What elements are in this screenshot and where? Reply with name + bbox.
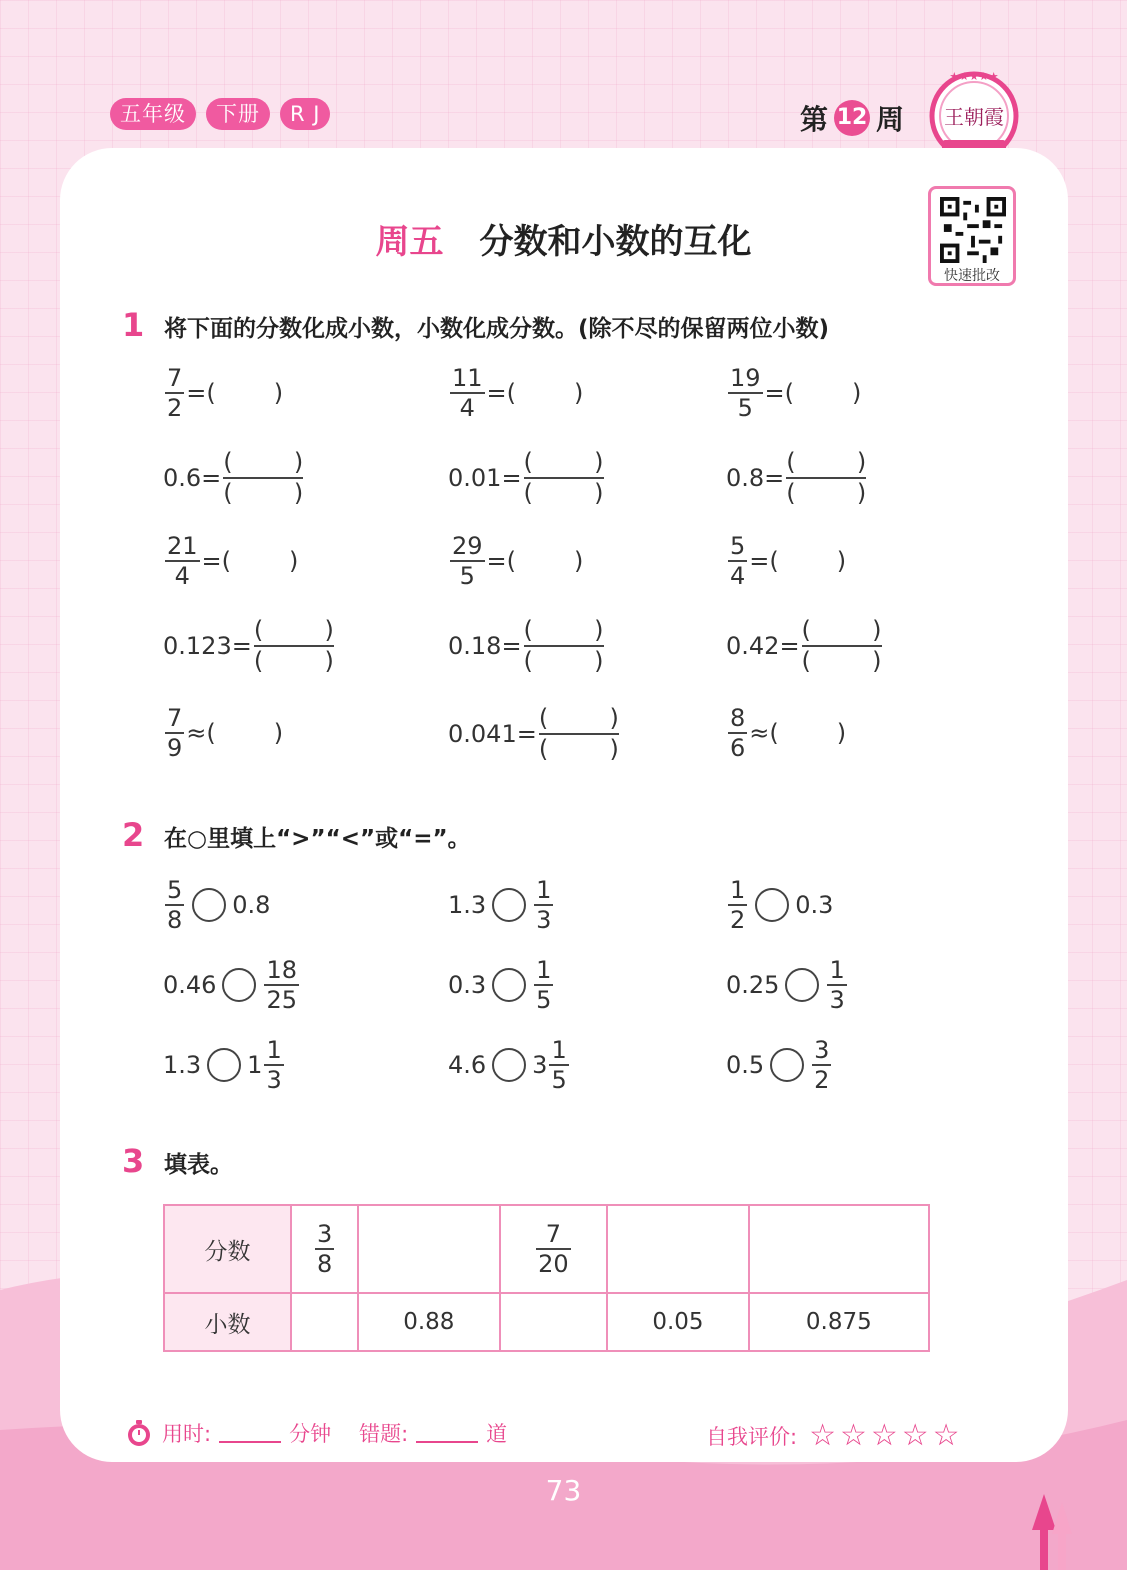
svg-text:★★★★★: ★★★★★ — [949, 70, 999, 83]
volume-tag: 下册 — [206, 98, 270, 130]
answer-circle[interactable] — [492, 968, 526, 1002]
errors-label: 错题: — [359, 1422, 409, 1446]
s1-item[interactable]: $\frac{21}{4}$ =( ) — [167, 532, 299, 590]
s1-item[interactable]: 0.8= ( ) ( ) — [726, 448, 867, 508]
page-title — [0, 214, 1127, 263]
answer-circle[interactable] — [192, 888, 226, 922]
table-cell[interactable] — [291, 1293, 358, 1351]
s1-item[interactable]: $\frac{19}{5}$ =( ) — [730, 364, 862, 422]
time-tracker — [124, 1418, 507, 1448]
week-suffix: 周 — [876, 103, 905, 136]
page-number: 73 — [545, 1474, 582, 1507]
table-cell[interactable] — [500, 1293, 608, 1351]
section-instruction: 填表。 — [164, 1152, 233, 1178]
s1-item[interactable]: 0.18= ( ) ( ) — [448, 616, 604, 676]
section-2-heading — [122, 816, 471, 854]
table-cell[interactable]: $\frac{3}{8}$ — [291, 1205, 358, 1293]
self-rating — [706, 1418, 964, 1453]
time-unit: 分钟 — [289, 1422, 332, 1446]
time-label: 用时: — [162, 1422, 212, 1446]
rating-label: 自我评价: — [706, 1424, 798, 1449]
section-number: 2 — [122, 816, 145, 854]
s2-compare-item: 0.46 $\frac{18}{25}$ — [163, 956, 297, 1014]
s2-compare-item: $\frac{5}{8}$ 0.8 — [167, 876, 271, 934]
s1-item[interactable]: 0.42= ( ) ( ) — [726, 616, 882, 676]
table-row — [164, 1205, 929, 1293]
stopwatch-icon — [124, 1418, 154, 1448]
row-header-fraction: 分数 — [164, 1205, 291, 1293]
answer-circle[interactable] — [222, 968, 256, 1002]
s1-item[interactable]: $\frac{5}{4}$ =( ) — [730, 532, 847, 590]
table-cell[interactable] — [749, 1205, 929, 1293]
answer-circle[interactable] — [492, 888, 526, 922]
s2-compare-item: $\frac{1}{2}$ 0.3 — [730, 876, 834, 934]
s2-compare-item: 0.3 $\frac{1}{5}$ — [448, 956, 552, 1014]
table-cell[interactable]: 0.88 — [358, 1293, 499, 1351]
grade-tag: 五年级 — [110, 98, 196, 130]
answer-circle[interactable] — [770, 1048, 804, 1082]
errors-input[interactable] — [416, 1423, 478, 1443]
table-cell[interactable] — [358, 1205, 499, 1293]
s1-item[interactable]: $\frac{7}{2}$ =( ) — [167, 364, 328, 422]
table-cell[interactable] — [607, 1205, 748, 1293]
table-row — [164, 1293, 929, 1351]
s2-compare-item: 0.25 $\frac{1}{3}$ — [726, 956, 845, 1014]
week-number: 12 — [834, 100, 870, 136]
table-cell[interactable]: 0.05 — [607, 1293, 748, 1351]
conversion-table — [163, 1204, 930, 1352]
s1-item[interactable]: 0.123= ( ) ( ) — [163, 616, 334, 676]
answer-circle[interactable] — [492, 1048, 526, 1082]
time-input[interactable] — [219, 1423, 281, 1443]
answer-circle[interactable] — [207, 1048, 241, 1082]
week-indicator — [800, 98, 904, 138]
title-topic: 分数和小数的互化 — [479, 222, 752, 262]
s1-item[interactable]: 0.041= ( ) ( ) — [448, 704, 619, 764]
s1-item[interactable]: 0.6= ( ) ( ) — [163, 448, 304, 508]
s1-item[interactable]: $\frac{11}{4}$ =( ) — [452, 364, 584, 422]
table-cell[interactable]: $\frac{7}{20}$ — [500, 1205, 608, 1293]
s2-compare-item: 0.5 $\frac{3}{2}$ — [726, 1036, 830, 1094]
section-instruction: 将下面的分数化成小数，小数化成分数。(除不尽的保留两位小数) — [164, 316, 830, 342]
brand-name: 王朝霞 — [944, 105, 1004, 129]
s2-compare-item: 1.3 $\frac{1}{3}$ — [448, 876, 552, 934]
answer-circle[interactable] — [755, 888, 789, 922]
title-day: 周五 — [375, 222, 444, 262]
s1-item[interactable]: $\frac{29}{5}$ =( ) — [452, 532, 584, 590]
edition-tag: R J — [280, 98, 330, 130]
s1-item[interactable]: 0.01= ( ) ( ) — [448, 448, 604, 508]
section-number: 3 — [122, 1142, 145, 1180]
s1-item[interactable]: $\frac{7}{9}$ ≈( ) — [167, 704, 284, 762]
table-cell[interactable]: 0.875 — [749, 1293, 929, 1351]
section-3-heading — [122, 1142, 233, 1180]
section-instruction: 在○里填上“>”“<”或“=”。 — [164, 826, 471, 852]
errors-unit: 道 — [486, 1422, 508, 1446]
answer-circle[interactable] — [785, 968, 819, 1002]
s2-compare-item: 4.6 3 $\frac{1}{5}$ — [448, 1036, 567, 1094]
section-1-heading — [122, 306, 829, 344]
row-header-decimal: 小数 — [164, 1293, 291, 1351]
grade-tags — [110, 98, 330, 130]
arrow-decoration-icon — [1028, 1490, 1078, 1570]
s1-item[interactable]: $\frac{8}{6}$ ≈( ) — [730, 704, 847, 762]
s2-compare-item: 1.3 1 $\frac{1}{3}$ — [163, 1036, 282, 1094]
rating-stars[interactable]: ☆☆☆☆☆ — [809, 1418, 964, 1453]
section-number: 1 — [122, 306, 145, 344]
week-prefix: 第 — [800, 103, 829, 136]
qr-label: 快速批改 — [944, 268, 1000, 284]
